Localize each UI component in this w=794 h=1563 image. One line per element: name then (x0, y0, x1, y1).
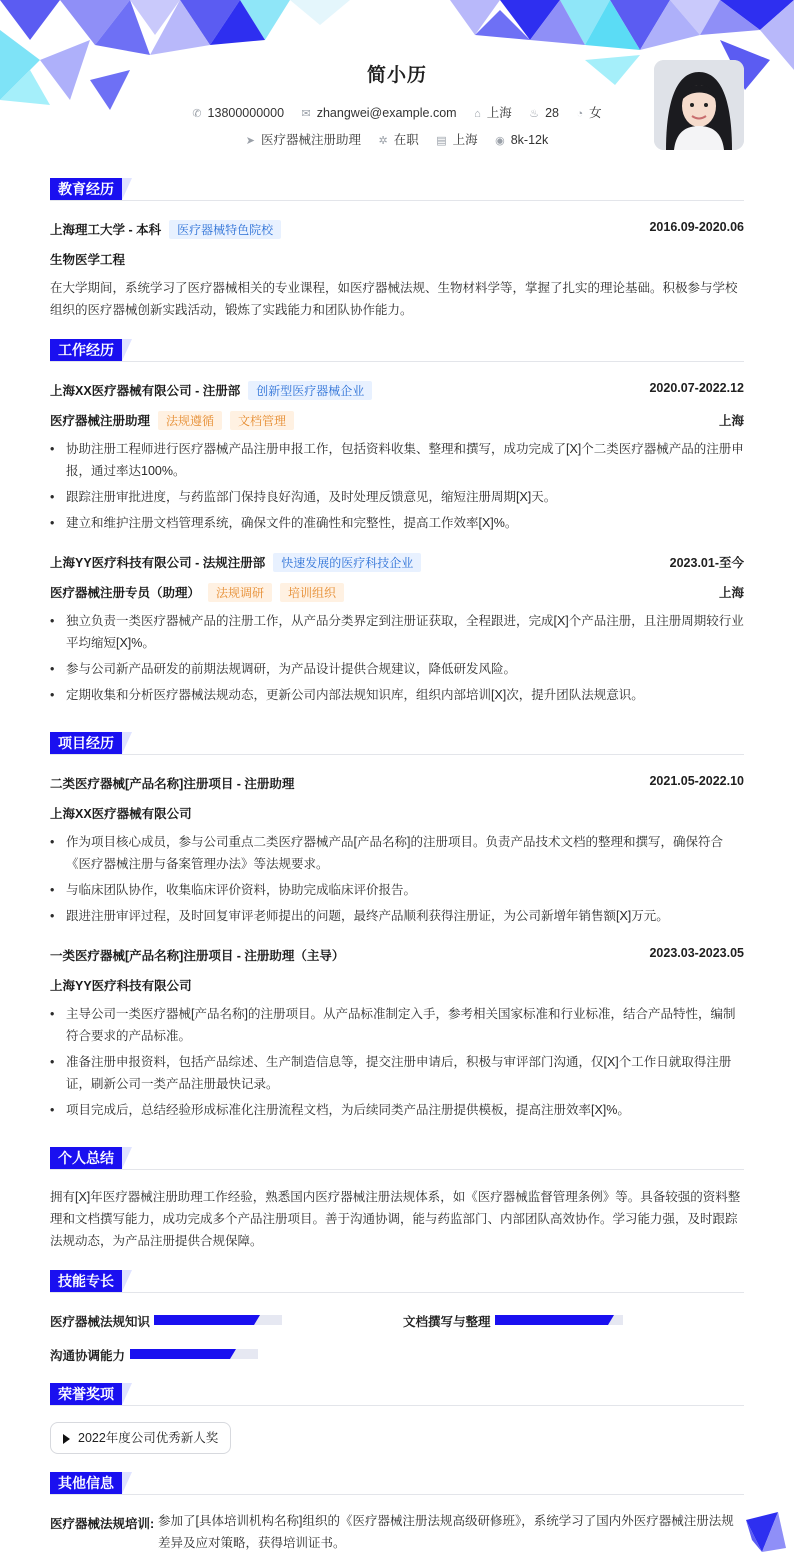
section-title-tail (122, 1270, 132, 1292)
email-icon: ✉ (301, 108, 311, 120)
salary-text: 8k-12k (510, 133, 549, 147)
status-item (378, 130, 418, 148)
company-name: 上海XX医疗器械有限公司 - 注册部 (50, 384, 241, 398)
major: 生物医学工程 (50, 253, 126, 267)
project-bullet: • 与临床团队协作，收集临床评价资料，协助完成临床评价报告。 (50, 879, 744, 901)
send-icon: ➤ (245, 135, 255, 147)
city-text: 上海 (486, 106, 512, 120)
salary-item (495, 133, 548, 147)
job-item (246, 130, 361, 148)
work-date: 2020.07-2022.12 (649, 381, 744, 395)
work-2-header (50, 553, 744, 572)
candidate-name: 简小历 (366, 65, 427, 86)
gender-text: 女 (589, 106, 602, 120)
phone-item (192, 106, 284, 120)
phone-icon: ✆ (192, 108, 202, 120)
summary-text: 拥有[X]年医疗器械注册助理工作经验，熟悉国内医疗器械注册法规体系，如《医疗器械监督管理条例》等。具备较强的资料整理和文档撰写能力，成功完成多个产品注册项目。善于沟通协调，能与药监部门、内部团队高效协作。学习能力强，及时跟踪法规动态，为产品注册提供合规保障。 (50, 1190, 741, 1248)
other-section-header (50, 1472, 744, 1496)
company-tag: 创新型医疗器械企业 (248, 381, 372, 400)
skill-bar (130, 1349, 258, 1359)
home-icon: ⌂ (474, 108, 481, 120)
project-bullet: • 主导公司一类医疗器械[产品名称]的注册项目。从产品标准制定入手，参考相关国家标准和行业标准，结合产品特性，编制符合要求的产品标准。 (50, 1003, 744, 1047)
status-text: 在职 (393, 133, 419, 147)
school-tag: 医疗器械特色院校 (169, 220, 281, 239)
project-company: 上海YY医疗科技有限公司 (50, 979, 192, 993)
section-divider (50, 1292, 744, 1293)
skill-tag: 培训组织 (280, 583, 344, 602)
project-date: 2023.03-2023.05 (649, 946, 744, 960)
work-city: 上海 (718, 414, 744, 428)
section-divider (50, 1169, 744, 1170)
skill-tag: 法规遵循 (158, 411, 222, 430)
skill-bar-fill (495, 1315, 608, 1325)
work-city-item (436, 130, 477, 148)
award-text: 2022年度公司优秀新人奖 (78, 1431, 219, 1445)
work-bullet: • 独立负责一类医疗器械产品的注册工作，从产品分类界定到注册证获取，全程跟进，完成[X]个产品注册，且注册周期较行业平均缩短[X]%。 (50, 610, 744, 654)
section-title: 荣誉奖项 (50, 1383, 122, 1405)
work-bullet: • 定期收集和分析医疗器械法规动态，更新公司内部法规知识库，组织内部培训[X]次，提升团队法规意识。 (50, 684, 744, 706)
age-item (529, 106, 559, 120)
project-bullet: • 作为项目核心成员，参与公司重点二类医疗器械产品[产品名称]的注册项目。负责产品技术文档的整理和撰写，确保符合《医疗器械注册与备案管理办法》等法规要求。 (50, 831, 744, 875)
section-divider (50, 754, 744, 755)
project-bullet: • 项目完成后，总结经验形成标准化注册流程文档，为后续同类产品注册提供模板，提高注册效率[X]%。 (50, 1099, 744, 1121)
work-bullet: • 建立和维护注册文档管理系统，确保文件的准确性和完整性，提高工作效率[X]%。 (50, 512, 744, 534)
summary-section-header (50, 1147, 744, 1171)
skill-bar-fill (154, 1315, 254, 1325)
section-divider (50, 200, 744, 201)
work-bullet: • 协助注册工程师进行医疗器械产品注册申报工作，包括资料收集、整理和撰写，成功完成了[X]个二类医疗器械产品的注册申报，通过率达100%。 (50, 438, 744, 482)
building-icon: ▤ (436, 135, 447, 147)
age-text: 28 (545, 106, 559, 120)
skill-label: 医疗器械法规知识 (50, 1315, 151, 1329)
work-1-role (50, 411, 744, 430)
skills-section-header (50, 1270, 744, 1294)
work-bullet: • 参与公司新产品研发的前期法规调研，为产品设计提供合规建议，降低研发风险。 (50, 658, 744, 680)
skill-bar-fill (130, 1349, 230, 1359)
gender-item (576, 103, 601, 121)
work-bullet: • 跟踪注册审批进度，与药监部门保持良好沟通，及时处理反馈意见，缩短注册周期[X]天。 (50, 486, 744, 508)
job-text: 医疗器械注册助理 (260, 133, 361, 147)
awards-section-header (50, 1383, 744, 1407)
project-bullet: • 跟进注册审评过程，及时回复审评老师提出的问题，最终产品顺利获得注册证，为公司新增年销售额[X]万元。 (50, 905, 744, 927)
work-1-header (50, 381, 744, 400)
project-1-header (50, 774, 744, 792)
section-title-tail (122, 1147, 132, 1169)
gender-icon: ◔ (576, 108, 584, 120)
section-title-tail (122, 732, 132, 754)
role-title: 医疗器械注册专员（助理） (50, 586, 201, 600)
section-title: 其他信息 (50, 1472, 122, 1494)
project-section-header (50, 732, 744, 756)
skill-bar (495, 1315, 623, 1325)
project-date: 2021.05-2022.10 (649, 774, 744, 788)
coin-icon: ◉ (495, 135, 505, 147)
company-tag: 快速发展的医疗科技企业 (273, 553, 421, 572)
project-company: 上海XX医疗器械有限公司 (50, 807, 192, 821)
project-2-header (50, 946, 744, 964)
section-title: 个人总结 (50, 1147, 122, 1169)
section-title-tail (122, 339, 132, 361)
project-name: 一类医疗器械[产品名称]注册项目 - 注册助理（主导） (50, 949, 345, 963)
phone-text: 13800000000 (207, 106, 285, 120)
email-text: zhangwei@example.com (316, 106, 457, 120)
skill-label: 文档撰写与整理 (403, 1315, 491, 1329)
education-date: 2016.09-2020.06 (649, 220, 744, 234)
play-icon (63, 1434, 70, 1444)
education-header (50, 220, 744, 239)
profile-photo (654, 60, 744, 150)
company-name: 上海YY医疗科技有限公司 - 法规注册部 (50, 556, 266, 570)
project-name: 二类医疗器械[产品名称]注册项目 - 注册助理 (50, 777, 295, 791)
skill-label: 沟通协调能力 (50, 1349, 126, 1363)
section-title-tail (122, 1383, 132, 1405)
award-item (50, 1422, 231, 1454)
section-divider (50, 1494, 744, 1495)
project-bullet: • 准备注册申报资料，包括产品综述、生产制造信息等，提交注册申请后，积极与审评部门沟通，仅[X]个工作日就取得注册证，刷新公司一类产品注册最快记录。 (50, 1051, 744, 1095)
education-section-header (50, 178, 744, 202)
other-label: 医疗器械法规培训: (50, 1517, 155, 1531)
email-item (302, 106, 457, 120)
work-2-role (50, 583, 744, 602)
skill-tag: 文档管理 (230, 411, 294, 430)
section-title: 项目经历 (50, 732, 122, 754)
city-item (474, 103, 512, 121)
section-divider (50, 361, 744, 362)
section-title: 教育经历 (50, 178, 122, 200)
work-section-header (50, 339, 744, 363)
skill-bar (154, 1315, 282, 1325)
section-title-tail (122, 178, 132, 200)
avatar-illustration (654, 60, 744, 150)
work-city-text: 上海 (452, 133, 478, 147)
section-title: 工作经历 (50, 339, 122, 361)
school-name: 上海理工大学 - 本科 (50, 223, 162, 237)
education-desc: 在大学期间，系统学习了医疗器械相关的专业课程，如医疗器械法规、生物材料学等，掌握了扎实的理论基础。积极参与学校组织的医疗器械创新实践活动，锻炼了实践能力和团队协作能力。 (50, 281, 738, 317)
section-title-tail (122, 1472, 132, 1494)
work-city: 上海 (718, 586, 744, 600)
section-title: 技能专长 (50, 1270, 122, 1292)
work-date: 2023.01-至今 (669, 556, 744, 570)
role-title: 医疗器械注册助理 (50, 414, 151, 428)
skill-tag: 法规调研 (208, 583, 272, 602)
section-divider (50, 1405, 744, 1406)
status-icon: ✲ (378, 135, 388, 147)
cake-icon: ♨ (529, 108, 540, 120)
other-text: 参加了[具体培训机构名称]组织的《医疗器械注册法规高级研修班》，系统学习了国内外医疗器械注册法规差异及应对策略，获得培训证书。 (158, 1514, 734, 1550)
